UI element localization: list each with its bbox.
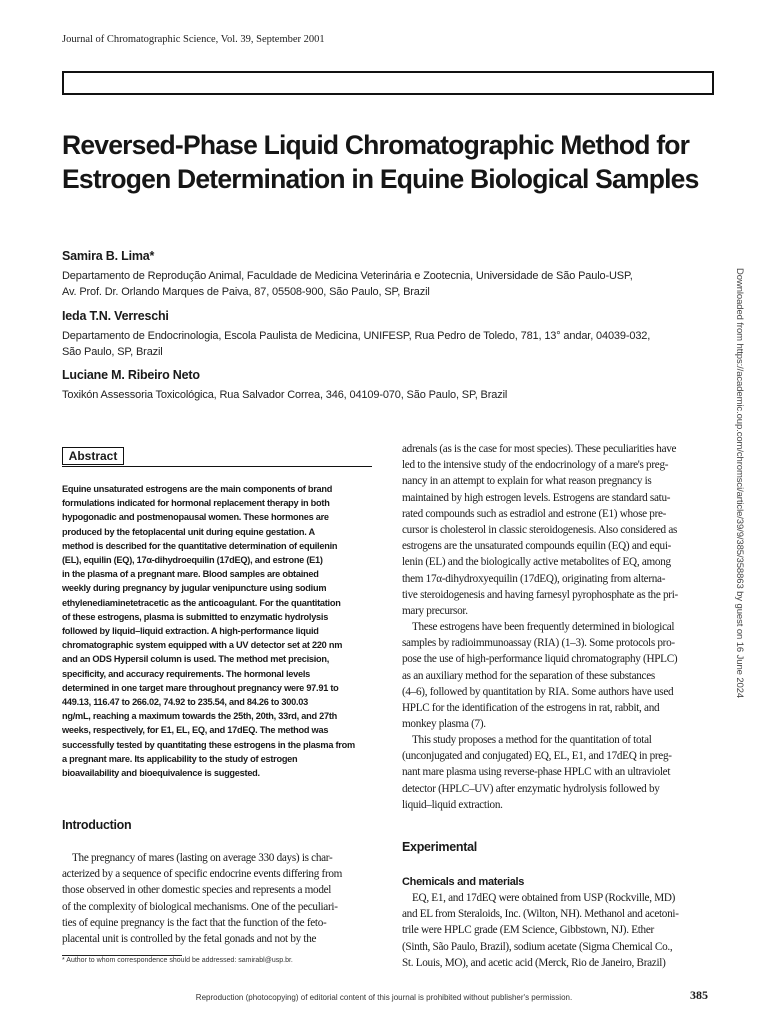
text-line: those observed in other domestic species and represents a model	[62, 884, 332, 897]
copyright-notice: Reproduction (photocopying) of editorial content of this journal is prohibited without publisher's permission.	[195, 993, 573, 1002]
text-line: (Sinth, São Paulo, Brazil), sodium acetate (Sigma Chemical Co.,	[402, 940, 673, 953]
affiliation-line: São Paulo, SP, Brazil	[62, 346, 163, 358]
footnote-divider	[62, 955, 182, 956]
body-paragraph	[402, 441, 714, 619]
text-line: in the plasma of a pregnant mare. Blood samples are obtained	[62, 569, 319, 580]
text-line: These estrogens have been frequently determined in biological	[412, 621, 675, 633]
abstract-label: Abstract	[62, 447, 124, 465]
text-line: The pregnancy of mares (lasting on average 330 days) is char-	[72, 852, 333, 864]
text-line: cursor is cholesterol in classic steroidogenesis. Also considered as	[402, 524, 678, 537]
text-line: estrogens are the unsaturated compounds equilin (EQ) and equi-	[402, 540, 672, 553]
text-line: successfully tested by quantitating these estrogens in the plasma from	[62, 739, 355, 750]
author-affiliation	[62, 328, 682, 360]
author-affiliation	[62, 268, 682, 300]
text-line: EQ, E1, and 17dEQ were obtained from USP (Rockville, MD)	[412, 892, 676, 904]
text-line: monkey plasma (7).	[402, 718, 486, 731]
text-line: (4–6), followed by quantitation by RIA. Some authors have used	[402, 685, 674, 698]
text-line: This study proposes a method for the quantitation of total	[412, 734, 652, 746]
text-line: specificity, and accuracy requirements. The hormonal levels	[62, 668, 311, 679]
introduction-text	[62, 850, 372, 947]
text-line: hypogonadic and postmenopausal women. These hormones are	[62, 512, 329, 523]
journal-citation: Journal of Chromatographic Science, Vol. 39, September 2001	[62, 34, 325, 45]
text-line: 449.13, 116.47 to 266.02, 74.92 to 235.54, and 84.26 to 300.03	[62, 697, 309, 708]
text-line: liquid–liquid extraction.	[402, 798, 503, 811]
introduction-heading: Introduction	[62, 818, 132, 832]
text-line: led to the intensive study of the endocrinology of a mare's preg-	[402, 459, 669, 472]
text-line: placental unit is controlled by the fetal gonads and not by the	[62, 933, 317, 946]
download-watermark: Downloaded from https://academic.oup.com/chromsci/article/39/9/385/358863 by guest on 16 June 2024	[734, 268, 745, 699]
affiliation-line: Av. Prof. Dr. Orlando Marques de Paiva, 87, 05508-900, São Paulo, SP, Brazil	[62, 286, 430, 298]
text-line: and an ODS Hypersil column is used. The method met precision,	[62, 654, 330, 665]
text-line: produced by the fetoplacental unit during equine gestation. A	[62, 526, 315, 537]
text-line: HPLC for the identification of the estrogens in rat, rabbit, and	[402, 702, 660, 715]
text-line: (unconjugated and conjugated) EQ, EL, E1, and 17dEQ in preg-	[402, 750, 672, 763]
page-number: 385	[690, 988, 708, 1002]
text-line: mary precursor.	[402, 605, 468, 618]
text-line: method is described for the quantitative determination of equilenin	[62, 540, 338, 551]
text-line: weeks, respectively, for E1, EL, EQ, and 17dEQ. The method was	[62, 725, 329, 736]
text-line: followed by liquid–liquid extraction. A high-performance liquid	[62, 626, 319, 637]
article-title	[62, 128, 702, 196]
header-frame	[62, 71, 714, 95]
text-line: of the complexity of biological mechanisms. One of the peculiari-	[62, 900, 338, 913]
text-line: tive steroidogenesis and having farnesyl pyrophosphate as the pri-	[402, 588, 678, 601]
body-paragraph	[402, 732, 714, 813]
author-name: Samira B. Lima*	[62, 249, 155, 263]
text-line: formulations indicated for hormonal replacement therapy in both	[62, 498, 330, 509]
text-line: them 17α-dihydroxyequilin (17dEQ), originating from alterna-	[402, 572, 666, 585]
text-line: as an auxiliary method for the separation of these substances	[402, 669, 655, 682]
text-line: ethylenediaminetetracetic as the anticoagulant. For the quantitation	[62, 597, 341, 608]
title-line-1: Reversed-Phase Liquid Chromatographic Method for	[62, 130, 690, 160]
text-line: ng/mL, reaching a maximum towards the 25th, 20th, 33rd, and 27th	[62, 711, 338, 722]
text-line: trile were HPLC grade (EM Science, Gibbstown, NJ). Ether	[402, 924, 654, 937]
text-line: samples by radioimmunoassay (RIA) (1–3). Some protocols pro-	[402, 637, 675, 650]
text-line: nant mare plasma using reverse-phase HPLC with an ultraviolet	[402, 766, 671, 779]
text-line: lenin (EL) and the biologically active metabolites of EQ, among	[402, 556, 671, 569]
body-paragraph	[402, 890, 714, 971]
text-line: pose the use of high-performance liquid chromatography (HPLC)	[402, 653, 678, 666]
text-line: determined in one target mare throughout pregnancy were 97.91 to	[62, 682, 339, 693]
author-affiliation	[62, 387, 682, 403]
body-paragraph	[402, 619, 714, 732]
text-line: ties of equine pregnancy is the fact that the function of the feto-	[62, 916, 327, 929]
text-line: Equine unsaturated estrogens are the main components of brand	[62, 484, 333, 494]
text-line: of these estrogens, plasma is submitted to enzymatic hydrolysis	[62, 611, 329, 622]
abstract-text	[62, 482, 372, 780]
affiliation-line: Toxikón Assessoria Toxicológica, Rua Salvador Correa, 346, 04109-070, São Paulo, SP, Brazil	[62, 389, 508, 401]
text-line: nancy in an attempt to explain for what reason pregnancy is	[402, 475, 652, 488]
affiliation-line: Departamento de Reprodução Animal, Faculdade de Medicina Veterinária e Zootecnia, Universidade de São Paulo-USP,	[62, 270, 633, 282]
text-line: a pregnant mare. Its applicability to the study of estrogen	[62, 753, 298, 764]
text-line: rated compounds such as estradiol and estrone (E1) whose pre-	[402, 507, 667, 520]
affiliation-line: Departamento de Endocrinologia, Escola Paulista de Medicina, UNIFESP, Rua Pedro de Toledo, 781, 13° andar, 04039-032,	[62, 330, 651, 342]
text-line: bioavailability and bioequivalence is suggested.	[62, 768, 260, 779]
text-line: chromatographic system equipped with a UV detector set at 220 nm	[62, 640, 343, 651]
chemicals-subheading: Chemicals and materials	[402, 876, 525, 888]
text-line: and EL from Steraloids, Inc. (Wilton, NH). Methanol and acetoni-	[402, 908, 679, 921]
abstract-divider	[62, 466, 372, 467]
experimental-heading: Experimental	[402, 840, 477, 854]
footnote: * Author to whom correspondence should be addressed: samirabl@usp.br.	[62, 957, 293, 964]
text-line: maintained by high estrogen levels. Estrogens are standard satu-	[402, 491, 671, 504]
text-line: adrenals (as is the case for most species). These peculiarities have	[402, 443, 677, 455]
text-line: St. Louis, MO), and acetic acid (Merck, Rio de Janeiro, Brazil)	[402, 956, 666, 969]
text-line: acterized by a sequence of specific endocrine events differing from	[62, 868, 343, 881]
text-line: weekly during pregnancy by jugular venipuncture using sodium	[62, 583, 327, 594]
text-line: detector (HPLC–UV) after enzymatic hydrolysis followed by	[402, 782, 660, 795]
author-name: Luciane M. Ribeiro Neto	[62, 368, 200, 382]
author-name: Ieda T.N. Verreschi	[62, 309, 169, 323]
text-line: (EL), equilin (EQ), 17α-dihydroequilin (17dEQ), and estrone (E1)	[62, 555, 323, 566]
title-line-2: Estrogen Determination in Equine Biological Samples	[62, 164, 699, 194]
